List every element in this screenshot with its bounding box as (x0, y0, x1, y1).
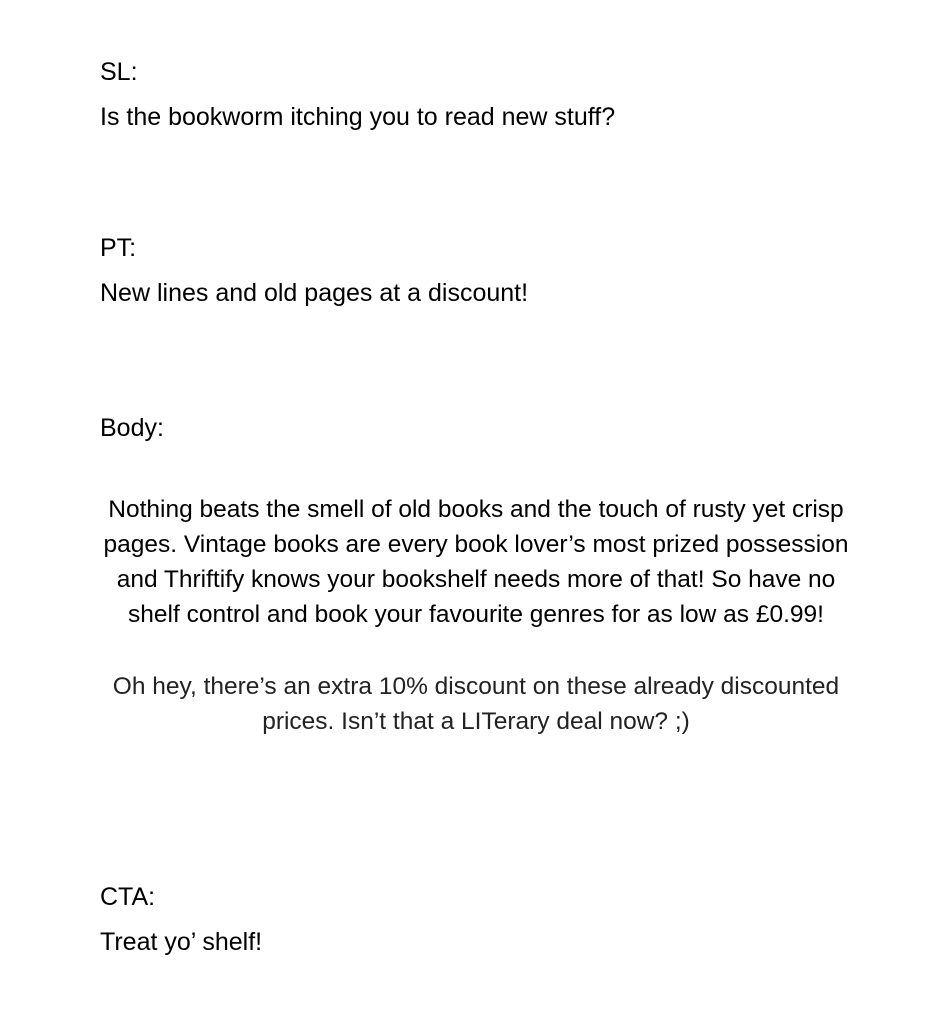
sl-text: Is the bookworm itching you to read new stuff? (100, 103, 616, 131)
body-label: Body: (100, 414, 164, 442)
sl-label: SL: (100, 58, 138, 86)
cta-label: CTA: (100, 883, 156, 911)
pt-text: New lines and old pages at a discount! (100, 279, 529, 307)
body-paragraph-1: Nothing beats the smell of old books and the touch of rusty yet crisp pages. Vintage books are every book lover’s most prized possession and Thriftify knows your bookshelf needs more of that! So have no shelf control and book your favourite genres for as low as £0.99! (103, 496, 849, 628)
pt-label: PT: (100, 234, 137, 262)
body-paragraph-2: Oh hey, there’s an extra 10% discount on these already discounted prices. Isn’t that a LITerary deal now? ;) (112, 673, 840, 735)
cta-text: Treat yo’ shelf! (100, 928, 263, 956)
